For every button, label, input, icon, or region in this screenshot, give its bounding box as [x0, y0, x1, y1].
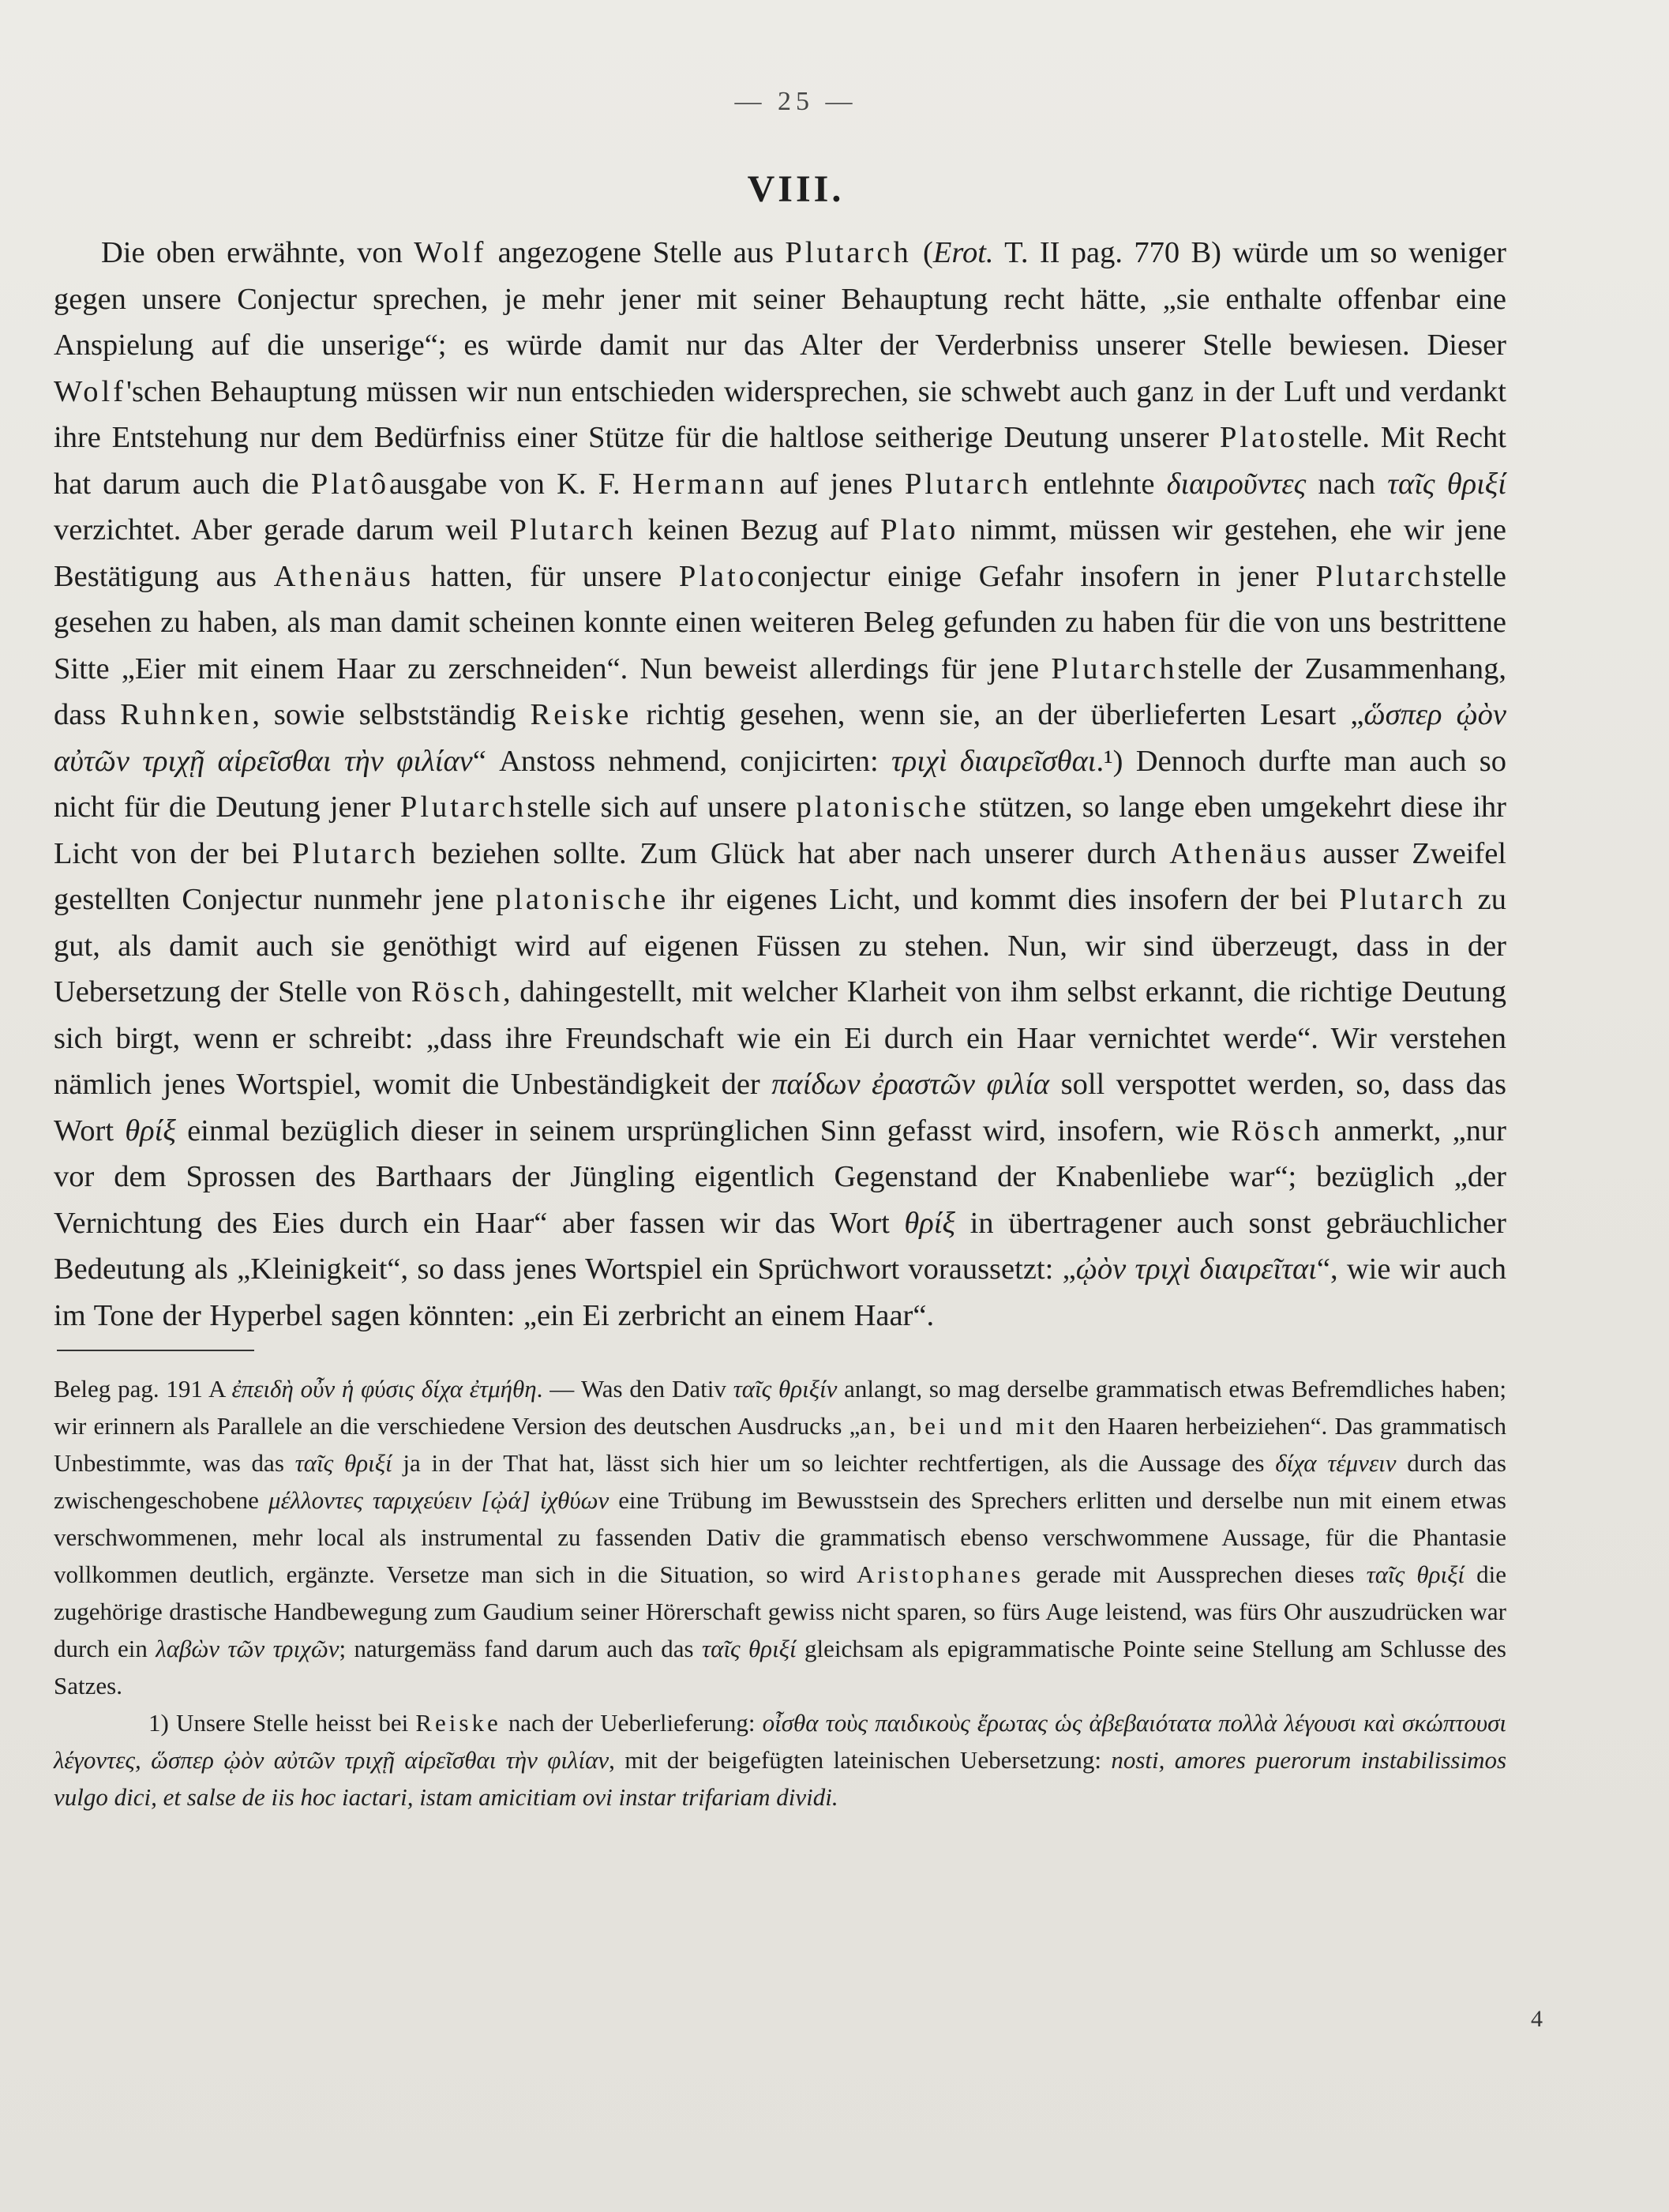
greek-or-latin-text: ταῖς θριξί — [702, 1635, 797, 1662]
signature-mark: 4 — [1531, 2006, 1543, 2032]
text-run: beziehen sollte. Zum Glück hat aber nach unserer durch — [418, 836, 1170, 870]
text-run: stelle sich auf unsere — [527, 791, 797, 824]
spaced-name: Plutarch — [1339, 883, 1466, 916]
spaced-name: Wolf — [414, 236, 487, 269]
spaced-name: Plutarch — [1315, 559, 1442, 593]
spaced-name: Reiske — [530, 698, 632, 731]
spaced-name: platonische — [495, 883, 669, 916]
page-content — [54, 87, 1506, 1816]
main-paragraph — [54, 230, 1506, 1339]
spaced-name: Plutarch — [904, 467, 1032, 501]
spaced-name: Rösch — [411, 975, 504, 1008]
spaced-name: Ruhnken — [120, 698, 253, 731]
text-run: , mit der beigefügten lateinischen Uebersetzung: — [609, 1746, 1112, 1774]
greek-or-latin-text: ταῖς θριξί — [1366, 1560, 1465, 1588]
text-run: ; naturgemäss fand darum auch das — [339, 1635, 702, 1662]
greek-or-latin-text: δίχα τέμνειν — [1275, 1449, 1397, 1477]
text-run: in übertragener auch sonst gebräuchlicher Bedeutung als „Kleinigkeit“, so dass jenes Wortspiel ein Sprüchwort voraussetzt: „ — [54, 1206, 1506, 1286]
text-run: ausser Zweifel gestellten Conjectur nunmehr jene — [54, 836, 1506, 916]
spaced-name: Wolf — [54, 374, 127, 408]
spaced-name: Plutarch — [785, 236, 912, 269]
greek-or-latin-text: ταῖς θριξί — [1387, 467, 1506, 501]
text-run: stelle. Mit Recht hat darum auch die — [54, 421, 1506, 501]
text-run: durch das zwischengeschobene — [54, 1449, 1506, 1514]
text-run: , sowie selbstständig — [252, 698, 531, 731]
greek-or-latin-text: οἶσθα τοὺς παιδικοὺς ἔρωτας ὡς ἀβεβαιότατα πολλὰ λέγουσι καὶ σκώπτουσι λέγοντες, ὥσπερ ᾠὸν αὐτῶν τριχῇ αἱρεῖσθαι τὴν φιλίαν — [54, 1709, 1506, 1774]
text-run: anlangt, so mag derselbe grammatisch etwas Befremdliches haben; wir erinnern als Parallele an die verschiedene Version des deutschen Ausdrucks „ — [54, 1375, 1506, 1440]
text-run: angezogene Stelle aus — [486, 236, 786, 269]
spaced-name: Hermann — [632, 467, 768, 501]
greek-or-latin-text: ταῖς θριξίν — [733, 1375, 838, 1403]
text-run: Beleg pag. 191 A — [54, 1375, 232, 1403]
text-run: gleichsam als epigrammatische Pointe seine Stellung am Schlusse des Satzes. — [54, 1635, 1506, 1699]
text-run: .¹) Dennoch durfte man auch so nicht für die Deutung jener — [54, 744, 1506, 824]
text-run: , dahingestellt, mit welcher Klarheit von ihm selbst erkannt, die richtige Deutung sich birgt, wenn er schreibt: „dass ihre Freundschaft wie ein Ei durch ein Haar vernichtet werde“. Wir verstehen nämlich jenes Wortspiel, womit die Unbeständigkeit der — [54, 975, 1506, 1101]
spaced-name: Plutarch — [509, 513, 636, 546]
text-run: “ Anstoss nehmend, conjicirten: — [472, 744, 891, 778]
text-run: den Haaren herbeiziehen“. Das grammatisch Unbestimmte, was das — [54, 1412, 1506, 1477]
text-run: stützen, so lange eben umgekehrt diese ihr Licht von der bei — [54, 791, 1506, 870]
spaced-name: Plato — [678, 559, 758, 593]
text-run: stelle der Zusammenhang, dass — [54, 652, 1506, 731]
greek-or-latin-text: θρίξ — [125, 1114, 176, 1147]
text-run: “, wie wir auch im Tone der Hyperbel sagen könnten: „ein Ei zerbricht an einem Haar“. — [54, 1252, 1506, 1332]
spaced-name: Plutarch — [1051, 652, 1178, 685]
text-run: entlehnte — [1031, 467, 1167, 501]
spaced-name: Rösch — [1231, 1114, 1323, 1147]
greek-or-latin-text: θρίξ — [904, 1206, 955, 1240]
greek-or-latin-text: τριχὶ διαιρεῖσθαι — [891, 744, 1097, 778]
greek-or-latin-text: ταῖς θριξί — [294, 1449, 392, 1477]
text-run: nimmt, müssen wir gestehen, ehe wir jene Bestätigung aus — [54, 513, 1507, 593]
footnote-divider — [57, 1350, 254, 1351]
spaced-name: Aristophanes — [857, 1560, 1024, 1588]
spaced-name: Platô — [310, 467, 389, 501]
text-run: auf jenes — [767, 467, 905, 501]
spaced-name: Reiske — [415, 1709, 501, 1737]
greek-or-latin-text: παίδων ἐραστῶν φιλία — [771, 1068, 1050, 1101]
text-run: ja in der That hat, lässt sich hier um so leichter rechtfertigen, als die Aussage des — [392, 1449, 1276, 1477]
text-run: gerade mit Aussprechen dieses — [1023, 1560, 1367, 1588]
spaced-name: Plato — [880, 513, 959, 546]
text-run: hatten, für unsere — [414, 559, 679, 593]
spaced-name: Plutarch — [399, 791, 527, 824]
text-run: T. II pag. 770 B) würde um so weniger gegen unsere Conjectur sprechen, je mehr jener mit seiner Behauptung recht hätte, „sie enthalte offenbar eine Anspielung auf die unserige“; es würde damit nur das Alter der Verderbniss unserer Stelle bewiesen. Dieser — [54, 236, 1506, 362]
greek-or-latin-text: nosti, amores puerorum instabilissimos vulgo dici, et salse de iis hoc iactari, istam amicitiam ovi instar trifariam dividi. — [54, 1746, 1507, 1811]
note-belege — [54, 1370, 1506, 1704]
text-run: soll verspottet werden, so, dass das Wort — [54, 1068, 1506, 1147]
text-run: zu gut, als damit auch sie genöthigt wird auf eigenen Füssen zu stehen. Nun, wir sind überzeugt, dass in der Uebersetzung der Stelle von — [54, 883, 1506, 1008]
text-run: stelle gesehen zu haben, als man damit scheinen konnte einen weiteren Beleg gefunden zu haben für die von uns bestrittene Sitte „Eier mit einem Haar zu zerschneiden“. Nun beweist allerdings für jene — [54, 559, 1506, 685]
page-number: — 25 — — [734, 87, 857, 116]
footnote-1 — [54, 1704, 1506, 1816]
greek-or-latin-text: ἐπειδὴ οὖν ἡ φύσις δίχα ἐτμήθη — [231, 1375, 537, 1403]
spaced-name: platonische — [796, 791, 970, 824]
greek-or-latin-text: λαβὼν τῶν τριχῶν — [156, 1635, 339, 1662]
text-run: 'schen Behauptung müssen wir nun entschieden widersprechen, sie schwebt auch ganz in der Luft und verdankt ihre Entstehung nur dem Bedürfniss einer Stütze für die haltlose seitherige Deutung unserer — [54, 374, 1506, 454]
text-run: ausgabe von K. F. — [388, 467, 632, 501]
spaced-name: Athenäus — [1169, 836, 1310, 870]
text-run: die zugehörige drastische Handbewegung zum Gaudium seiner Hörerschaft gewiss nicht sparen, so fürs Auge leistend, was fürs Ohr auszudrücken war durch ein — [54, 1560, 1507, 1662]
text-run: Die oben erwähnte, von — [101, 236, 414, 269]
text-run: conjectur einige Gefahr insofern in jener — [757, 559, 1316, 593]
greek-or-latin-text: ᾠὸν τριχὶ διαιρεῖται — [1075, 1252, 1317, 1286]
spaced-name: an, bei und mit — [860, 1412, 1058, 1440]
section-title: VIII. — [747, 168, 845, 210]
text-run: anmerkt, „nur vor dem Sprossen des Barthaars der Jüngling eigentlich Gegenstand der Knabenliebe war“; bezüglich „der Vernichtung des Eies durch ein Haar“ aber fassen wir das Wort — [54, 1114, 1506, 1240]
spaced-name: Athenäus — [273, 559, 414, 593]
text-run: . — Was den Dativ — [536, 1375, 733, 1403]
spaced-name: Plutarch — [292, 836, 419, 870]
text-run: einmal bezüglich dieser in seinem ursprünglichen Sinn gefasst wird, insofern, wie — [175, 1114, 1232, 1147]
greek-or-latin-text: μέλλοντες ταριχεύειν [ᾠά] ἰχθύων — [268, 1486, 609, 1514]
text-run: nach der Ueberlieferung: — [501, 1709, 763, 1737]
text-run: ihr eigenes Licht, und kommt dies insofern der bei — [669, 883, 1340, 916]
text-run: richtig gesehen, wenn sie, an der überlieferten Lesart „ — [632, 698, 1364, 731]
greek-or-latin-text: Erot. — [932, 236, 994, 269]
spaced-name: Plato — [1219, 421, 1299, 454]
text-run: keinen Bezug auf — [636, 513, 881, 546]
text-run: nach — [1306, 467, 1388, 501]
text-run: eine Trübung im Bewusstsein des Sprechers erlitten und derselbe nun mit einem etwas verschwommenen, mehr local als instrumental zu fassenden Dativ die grammatisch ebenso verschwommene Aussage, für die Phantasie vollkommen deutlich, ergänzte. Versetze man sich in die Situation, so wird — [54, 1486, 1506, 1588]
text-run: verzichtet. Aber gerade darum weil — [54, 513, 510, 546]
text-run: 1) Unsere Stelle heisst bei — [148, 1709, 416, 1737]
text-run: ( — [911, 236, 933, 269]
greek-or-latin-text: ὥσπερ ᾠὸν αὐτῶν τριχῇ αἱρεῖσθαι τὴν φιλίαν — [54, 698, 1507, 778]
greek-or-latin-text: διαιροῦντες — [1166, 467, 1307, 501]
